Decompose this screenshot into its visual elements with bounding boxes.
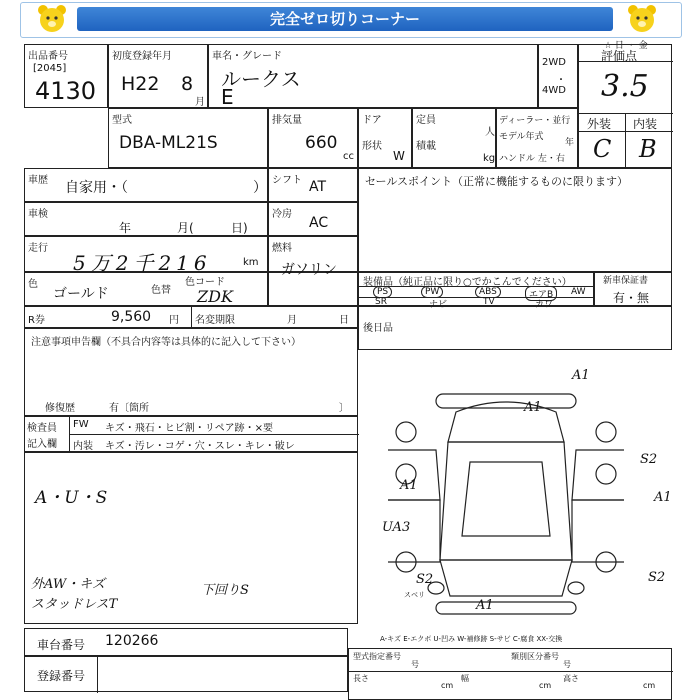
- warranty-label: 新車保証書: [603, 276, 649, 286]
- equipment-cell: [358, 272, 594, 310]
- repair-label: 修復歴: [45, 403, 75, 414]
- interior-label: 内装: [73, 441, 93, 452]
- capacity-unit: 人: [485, 127, 495, 138]
- handwritten-note-1: 外AW・キズ: [31, 577, 105, 592]
- retrofit-label: 後日品: [363, 323, 393, 334]
- type-spec-label-2: 類別区分番号: [511, 652, 559, 661]
- ext-score: C: [593, 135, 612, 163]
- banner-title: 完全ゼロ切りコーナー: [77, 7, 613, 31]
- car-name-cell: [208, 44, 538, 108]
- shift-label: シフト: [272, 175, 302, 186]
- mark-rear: A1: [476, 598, 494, 613]
- notes-label: 注意事項申告欄（不具合内容等は具体的に記入して下さい）: [31, 337, 301, 348]
- car-grade: E: [221, 85, 234, 109]
- equip-abs: ABS: [475, 286, 501, 298]
- displacement-value: 660: [305, 133, 338, 153]
- type-spec-unit-2: 号: [563, 660, 571, 669]
- length-label: 長さ: [353, 674, 369, 683]
- mileage-label: 走行: [28, 243, 48, 254]
- sales-point-label: セールスポイント（正常に機能するものに限ります）: [365, 175, 629, 188]
- fuel-value: ガソリン: [281, 262, 337, 278]
- year-unit: 年: [565, 138, 575, 148]
- lot-number-cell: [24, 44, 108, 108]
- shift-cell: [268, 168, 358, 202]
- mark-right-rear-s2: S2: [648, 570, 666, 585]
- warranty-cell: [594, 272, 672, 306]
- displacement-label: 排気量: [272, 115, 302, 126]
- lot-sub: [2045]: [33, 63, 67, 74]
- auction-sheet: [24, 44, 672, 700]
- recycle-unit: 円: [169, 315, 179, 326]
- length-unit: cm: [441, 681, 454, 690]
- chassis-value: 120266: [105, 633, 159, 649]
- chassis-cell: [24, 628, 348, 656]
- handwritten-aus: A・U・S: [35, 488, 108, 508]
- score-cell: [578, 44, 672, 168]
- first-reg-label: 初度登録年月: [112, 51, 172, 62]
- width-unit: cm: [539, 681, 552, 690]
- bear-mascot-icon: [625, 3, 659, 35]
- right-front-wheel: [596, 422, 616, 442]
- aircon-label: 冷房: [272, 209, 292, 220]
- inspector-cell: [24, 416, 358, 452]
- first-reg-cell: [108, 44, 208, 108]
- door-cell: [358, 108, 412, 168]
- inspection-label: 車検: [28, 209, 48, 220]
- warranty-value: 有・無: [613, 291, 650, 305]
- fw-items: キズ・飛石・ヒビ割・リペア跡・×要: [105, 423, 273, 434]
- fuel-label: 燃料: [272, 243, 292, 254]
- capacity-label: 定員: [416, 115, 436, 126]
- recycle-value: 9,560: [111, 309, 152, 325]
- rear-outline: [440, 560, 572, 596]
- model-year-label: モデル年式: [499, 132, 544, 142]
- first-reg-year: H22: [121, 73, 160, 95]
- color-label: 色: [28, 279, 38, 290]
- equip-sr: SR: [375, 297, 387, 307]
- lot-label: 出品番号: [28, 51, 68, 62]
- width-label: 幅: [461, 674, 469, 683]
- mark-right-front-s2: S2: [640, 452, 658, 467]
- shift-value: AT: [309, 179, 327, 195]
- damage-legend: A-キズ E-エクボ U-凹み W-補修跡 S-サビ C-腐食 XX-交換: [380, 635, 563, 643]
- type-spec-cell: [348, 648, 672, 700]
- load-label: 積載: [416, 141, 436, 152]
- color-cell: [24, 272, 268, 306]
- mark-right-side: A1: [654, 490, 672, 505]
- height-unit: cm: [643, 681, 656, 690]
- mileage-unit: km: [243, 257, 259, 268]
- shape-label: 形状: [362, 141, 382, 152]
- notes-cell: [24, 328, 358, 416]
- front-bumper-outline: [436, 394, 576, 408]
- int-score: B: [639, 135, 657, 163]
- repair-close: 〕: [339, 403, 349, 414]
- mileage-value: 5万2千216: [73, 251, 212, 275]
- displacement-cell: [268, 108, 358, 168]
- equip-navi: ナビ: [429, 300, 448, 310]
- lot-number: 4130: [35, 77, 97, 105]
- color-code-label: 色コード: [185, 277, 225, 288]
- type-spec-label-1: 型式指定番号: [353, 652, 401, 661]
- shape-value: W: [393, 149, 405, 163]
- dealer-label: ディーラー・並行: [499, 116, 571, 126]
- equipment-label: 装備品（純正品に限り○でかこんでください）: [363, 277, 572, 288]
- month-unit: 月: [195, 97, 205, 108]
- first-reg-month: 8: [181, 73, 194, 95]
- history-value: 自家用・（: [65, 180, 128, 196]
- mark-hood: A1: [524, 400, 542, 415]
- mileage-cell: [24, 236, 268, 275]
- inspector-label-1: 検査員: [27, 423, 57, 434]
- handle-label: ハンドル 左・右: [499, 154, 565, 164]
- equip-ps: PS: [373, 286, 392, 298]
- history-close: ）: [253, 180, 267, 196]
- roof-outline: [440, 442, 572, 560]
- cabin-outline: [462, 462, 550, 536]
- mark-front-bumper: A1: [572, 368, 590, 383]
- score-value: 3.5: [601, 69, 649, 104]
- fw-label: FW: [73, 419, 89, 430]
- drive-2wd: 2WD: [542, 57, 566, 68]
- inspection-day: 日): [231, 221, 248, 235]
- left-front-wheel: [396, 422, 416, 442]
- handwritten-note-2: スタッドレスT: [31, 597, 118, 612]
- displacement-unit: cc: [343, 151, 354, 162]
- aircon-cell: [268, 202, 358, 236]
- door-label: ドア: [362, 115, 382, 126]
- score-label: 評価点: [601, 49, 638, 63]
- color-code: ZDK: [197, 287, 233, 306]
- mark-left-door: UA3: [382, 520, 411, 535]
- handwritten-note-3: 下回りS: [201, 583, 249, 598]
- right-side-rear-outline: [572, 500, 624, 562]
- history-label: 車歴: [28, 175, 48, 186]
- color-value: ゴールド: [53, 286, 109, 302]
- load-unit: kg: [483, 153, 496, 164]
- bear-mascot-icon: [35, 3, 69, 35]
- type-spec-unit-1: 号: [411, 660, 419, 669]
- inspection-month: 月(: [177, 221, 194, 235]
- capacity-cell: [412, 108, 496, 168]
- comments-cell: [24, 452, 358, 624]
- car-name: ルークス: [221, 67, 301, 91]
- height-label: 高さ: [563, 674, 579, 683]
- recycle-row: [24, 306, 358, 328]
- ext-label: 外装: [587, 117, 612, 131]
- mark-left-rear-s2: S2: [416, 572, 434, 587]
- name-change-day: 日: [339, 315, 349, 326]
- corner-stamp: ☆ 日 ・ 金: [604, 41, 648, 51]
- retrofit-cell: [358, 306, 672, 350]
- sales-point-cell: [358, 168, 672, 272]
- rear-bumper-outline: [436, 602, 576, 614]
- right-mirror: [568, 582, 584, 594]
- repair-value: 有〔箇所: [109, 403, 149, 414]
- equip-leather: カワ: [535, 300, 554, 310]
- registration-label: 登録番号: [37, 669, 86, 683]
- mark-skid: スベリ: [404, 591, 425, 599]
- chassis-label: 車台番号: [37, 638, 86, 652]
- mark-left-front: A1: [400, 478, 418, 493]
- recycle-label: R券: [28, 315, 45, 326]
- history-cell: [24, 168, 268, 202]
- right-mid-wheel: [596, 464, 616, 484]
- car-name-label: 車名・グレード: [212, 51, 282, 62]
- inspection-cell: [24, 202, 268, 236]
- equip-pw: PW: [421, 286, 443, 298]
- color-change-label: 色替: [151, 285, 171, 296]
- interior-items: キズ・汚レ・コゲ・穴・スレ・キレ・破レ: [105, 441, 295, 452]
- header-banner: [20, 2, 682, 38]
- drive-4wd: 4WD: [542, 85, 566, 96]
- drive-cell: [538, 44, 578, 108]
- name-change-month: 月: [287, 315, 297, 326]
- drive-separator: ・: [556, 75, 566, 86]
- equip-aw: AW: [571, 287, 586, 297]
- model-cell: [108, 108, 268, 168]
- model-label: 型式: [112, 115, 132, 126]
- inspection-year: 年: [119, 221, 132, 235]
- fuel-value-cell: [268, 262, 358, 306]
- inspector-label-2: 記入欄: [27, 439, 57, 450]
- equip-airbag: エアB: [525, 286, 557, 301]
- model-value: DBA-ML21S: [119, 133, 218, 153]
- dealer-cell: [496, 108, 578, 168]
- int-label: 内装: [633, 117, 658, 131]
- registration-cell: [24, 656, 348, 692]
- name-change-label: 名変期限: [195, 315, 235, 326]
- aircon-value: AC: [309, 215, 329, 231]
- equip-tv: TV: [483, 297, 495, 307]
